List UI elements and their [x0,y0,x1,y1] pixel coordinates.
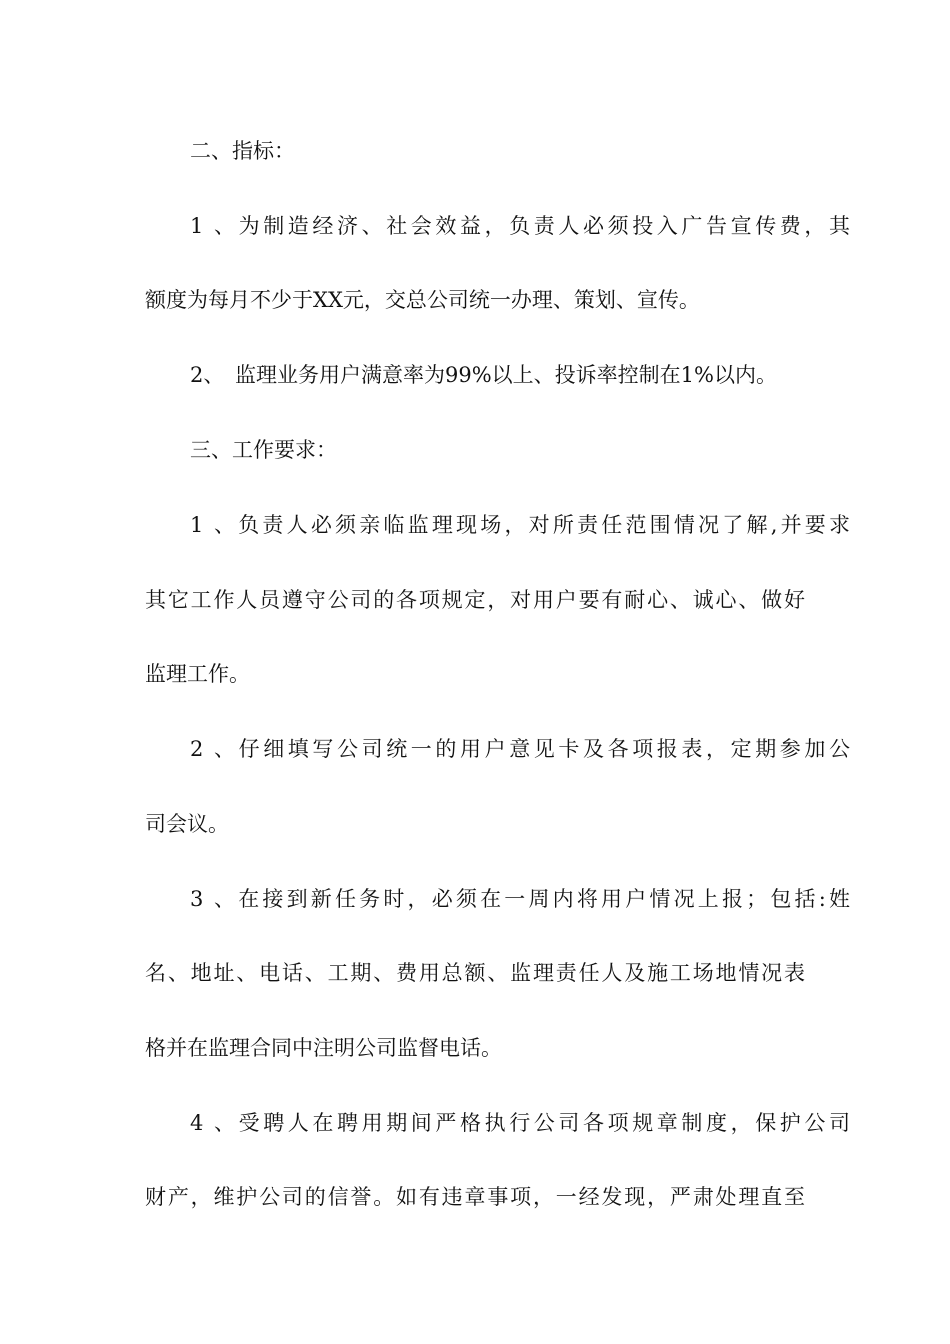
indicator-item-1 [190,206,850,246]
item-number: 2、 [190,737,235,761]
paragraph-line [145,654,805,694]
indicator-item-2 [190,355,850,395]
line-text: 为制造经济、社会效益，负责人必须投入广告宣传费，其 [235,214,850,238]
paragraph-line [145,280,805,320]
item-number: 3、 [190,887,235,911]
line-text: 监理业务用户满意率为99%以上、投诉率控制在1%以内。 [235,363,777,387]
paragraph-line [145,804,805,844]
line-text: 受聘人在聘用期间严格执行公司各项规章制度，保护公司 [235,1111,850,1135]
line-text: 额度为每月不少于XX元，交总公司统一办理、策划、宣传。 [145,288,700,312]
line-text: 财产，维护公司的信誉。如有违章事项，一经发现，严肃处理直至 [145,1185,805,1209]
section-heading-indicators [190,131,850,171]
requirement-item-2 [190,729,850,769]
paragraph-line [145,580,805,620]
line-text: 仔细填写公司统一的用户意见卡及各项报表，定期参加公 [235,737,850,761]
requirement-item-4 [190,1103,850,1143]
line-text: 司会议。 [145,812,229,836]
line-text: 二、指标： [190,139,295,163]
paragraph-line [145,953,805,993]
line-text: 格并在监理合同中注明公司监督电话。 [145,1036,502,1060]
item-number: 1、 [190,513,235,537]
line-text: 名、地址、电话、工期、费用总额、监理责任人及施工场地情况表 [145,961,805,985]
item-number: 1、 [190,214,235,238]
section-heading-work-requirements [190,430,850,470]
paragraph-line [145,1028,805,1068]
line-text: 其它工作人员遵守公司的各项规定，对用户要有耐心、诚心、做好 [145,588,805,612]
paragraph-line [145,1177,805,1217]
requirement-item-3 [190,879,850,919]
item-number: 4、 [190,1111,235,1135]
requirement-item-1 [190,505,850,545]
line-text: 在接到新任务时，必须在一周内将用户情况上报；包括:姓 [235,887,850,911]
line-text: 负责人必须亲临监理现场，对所责任范围情况了解,并要求 [235,513,850,537]
item-number: 2、 [190,363,225,387]
line-text: 监理工作。 [145,662,250,686]
line-text: 三、工作要求： [190,438,337,462]
